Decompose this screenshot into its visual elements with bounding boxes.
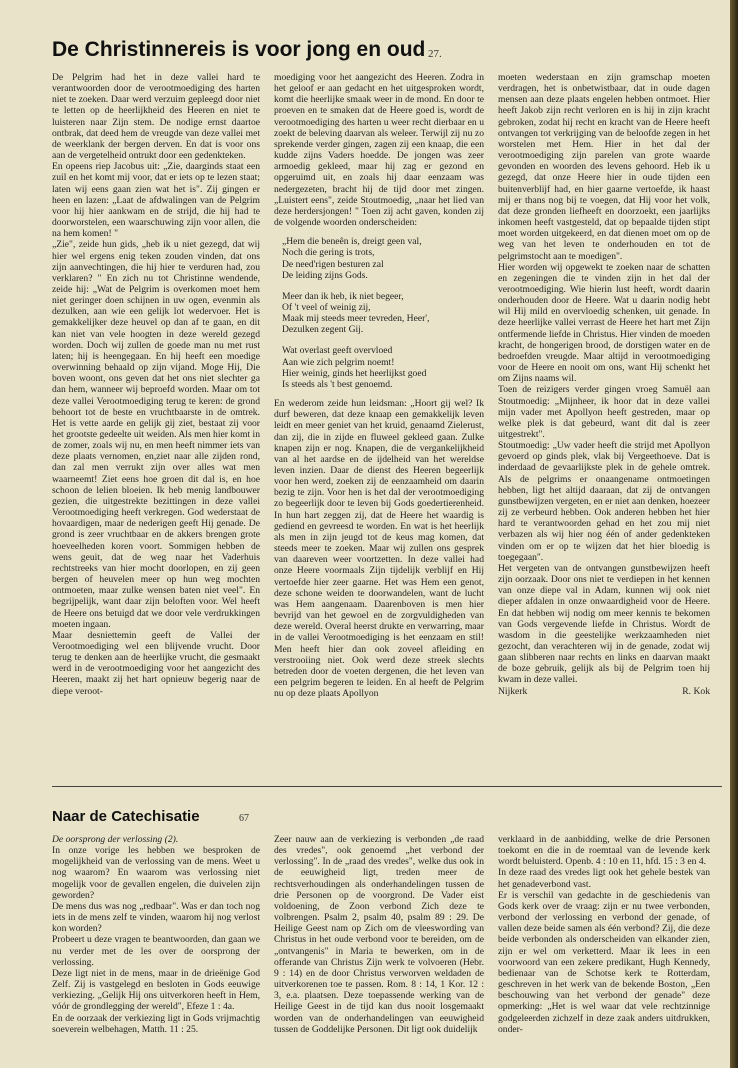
article-column-2 — [274, 72, 484, 778]
paragraph: verklaard in de aanbidding, welke de drie Personen toekomt en die in de roemtaal van de levende kerk wordt beluisterd. Openb. 4 : 10 en 11, hfd. 15 : 3 en 4. — [498, 834, 710, 868]
article-column-1 — [52, 72, 260, 778]
poem-line: Meer dan ik heb, ik niet begeer, — [282, 290, 404, 302]
page-spine — [730, 0, 738, 1068]
section-divider — [52, 786, 722, 787]
poem-line: Maak mij steeds meer tevreden, Heer', — [282, 313, 430, 325]
poem-line: Is steeds als 't best genoemd. — [282, 378, 393, 390]
paragraph: De Pelgrim had het in deze vallei hard te verantwoorden door de verootmoediging des harten niet te zoeken. Daar werd verzuim gepleegd door niet te letten op de heerlijkheid des Heeren en niet te luisteren naar Zijn stem. De nodige ernst daartoe ontbrak, dat deed hem de vreugde van deze vallei met de weerklank der bergen derven. En dat is voor ons aan de vergetelheid ontrukt door een gedenkteken. — [52, 72, 260, 162]
poem-line: Hier weinig, ginds het heerlijkst goed — [282, 367, 427, 379]
paragraph: Deze ligt niet in de mens, maar in de drieënige God Zelf. Zij is vastgelegd en besloten in Gods eeuwige verkiezing. „Gelijk Hij ons uitverkoren heeft in Hem, vóór de grondlegging der wereld", Efeze 1 : 4a. — [52, 967, 260, 1013]
poem-line: Dezulken zegent Gij. — [282, 324, 364, 336]
paragraph: Er is verschil van gedachte in de geschiedenis van Gods kerk over de vraag: zijn er nu twee verbonden, verbond der verlossing en verbond der genade, of vallen deze beide samen als één verbond? Zij, die deze beide verbonden als onderscheiden van elkander zien, zijn er wel om verketterd. Maar ik lees in een voorwoord van een zekere predikant, Hugh Kennedy, bedienaar van de Schotse kerk te Rotterdam, geschreven in het werk van de bekende Boston, „Een beschouwing van het verbond der genade" deze opmerking: „Het is wel waar dat vele rechtzinnige godgeleerden zichzelf in deze zaak anders uitdrukken, onder- — [498, 889, 710, 1035]
article-column-3 — [498, 72, 710, 778]
paragraph: moeten wederstaan en zijn gramschap moeten verdragen, het is onbetwistbaar, dat in oude dagen mensen aan deze plaats engelen hebben ontmoet. Hier heeft Jakob zijn recht verloren en is hij in zijn kracht gebroken, zodat hij recht en kracht van de Heere heeft ontvangen tot verkrijging van de beloofde zegen in het worstelen met Hem. Hier in het dal der verootmoediging zijn parelen van grote waarde gevonden en woorden des levens gehoord. Heb ik u gezegd, dat onze Heere hier in oude tijden een buitenverblijf had, en hier gaarne vertoefde, ik haast mij er thans nog bij te voegen, dat Hij voor het volk, dat deze gronden liefheeft en doorzoekt, een jaarlijks inkomen heeft vastgesteld, dat op bepaalde tijden stipt moet worden uitgekeerd, en dat dienen moet om op de weg van het leven te onderhouden en tot de pelgrimstocht aan te moedigen". — [498, 72, 710, 262]
poem — [282, 236, 484, 390]
paragraph: „Zie", zeide hun gids, „heb ik u niet gezegd, dat wij hier wel ergens enig teken zouden vinden, dat ons zijn aanvechtingen, die hij hier te verduren had, zou verklaren? " En zich nu tot Christinne wendende, zeide hij: „Wat de Pelgrim is overkomen moet hem niet geringer doen schijnen in uw ogen, evenmin als dezulken, aan wie een gelijk lot wedervoer. Het is gemakkelijker deze heuvel op dan af te gaan, en dit kan niet van vele hoogten in deze wereld gezegd worden. Doch wij zullen de goede man nu met rust laten; hij is heengegaan. En hij heeft een moedige overwinning behaald op zijn vijand. Moge Hij, Die boven woont, ons geven dat het ons niet slechter ga dan hem, wanneer wij beproefd worden. Maar om tot deze vallei Verootmoediging terug te keren: de grond behoort tot de beste en vruchtbaarste in de omtrek. Het is vette aarde en gelijk gij ziet, bestaat zij voor het grootste gedeelte uit weiden. Als men hier komt in de zomer, zoals wij nu, en men heeft nimmer iets van deze plaats vernomen, en,ziet naar alle zijden rond, dan zal men verrukt zijn over alles wat men waarneemt! Ziet eens hoe groen dit dal is, en hoe schoon de lelien bloeien. Ik heb menig landbouwer gezien, die uitgestrekte bezittingen in deze vallei Verootmoediging heeft verkregen. God wederstaat de hovaardigen, maar de nederigen geeft Hij genade. De grond is zeer vruchtbaar en de akkers brengen grote hoeveelheden koren voort. Sommigen hebben de wens geuit, dat de weg naar het Vaderhuis rechtstreeks van hier mocht doorlopen, en zij geen bergen of heuvelen meer op hun weg mochten ontmoeten, maar zulke wensen baten niet veel". En begrijpelijk, want daar zijn beloften voor. Wel heeft de Heere ons betuigd dat we door vele verdrukkingen moeten ingaan. — [52, 239, 260, 630]
page-number: 27. — [428, 48, 442, 60]
poem-stanza — [282, 345, 484, 390]
poem-line: Noch die gering is trots, — [282, 247, 375, 259]
poem-line: De leiding zijns Gods. — [282, 269, 368, 281]
catechism-column-2 — [274, 834, 484, 1048]
paragraph: De mens dus was nog „redbaar". Was er dan toch nog iets in de mens zelf te vinden, waarom hij nog verlost kon worden? — [52, 900, 260, 935]
poem-line: „Hem die beneên is, dreigt geen val, — [282, 236, 422, 248]
paragraph: Zeer nauw aan de verkiezing is verbonden „de raad des vredes", ook genoemd „het verbond der verlossing". In de „raad des vredes", welke dus ook in de eeuwigheid ligt, treden meer de rechtsverhoudingen als onderhandelingen tussen de drie Personen op de voorgrond. De Vader eist voldoening, de Zoon verbond Zich deze te volbrengen. Psalm 2, psalm 40, psalm 89 : 29. De Heilige Geest nam op Zich om de vleeswording van Christus in het oude verbond voor te bereiden, om de „ontvangenis" in Maria te bewerken, om in de offerande van Christus Zijn werk te volvoeren (Hebr. 9 : 14) en de door Christus verworven weldaden de uitverkorenen toe te passen. Rom. 8 : 14, 1 Kor. 12 : 3, e.a. plaatsen. Deze toepassende werking van de Heilige Geest in de tijd kan dus nooit losgemaakt worden van de onderhandelingen van eeuwigheid tussen de Goddelijke Personen. Dit ligt ook duidelijk — [274, 834, 484, 1035]
section-number: 67 — [239, 813, 249, 824]
poem-stanza — [282, 236, 484, 281]
paragraph: Het vergeten van de ontvangen gunstbewijzen heeft zijn oorzaak. Door ons niet te verdiepen in het kennen van onze diepe val in Adam, kunnen wij ook niet dieper afdalen in onze onwaardigheid voor de Heere. En dat hebben wij nodig om meer kennis te bekomen van Gods vergevende liefde in Christus. Wordt de wasdom in die geestelijke werkzaamheden niet gezocht, dan verachteren wij in de genade, zodat wij gaan slibberen naar rechts en links en daarvan maakt de boze gebruik, gelijk als bij de Pelgrim toen hij kwam in deze vallei. — [498, 562, 710, 686]
paragraph: En de oorzaak der verkiezing ligt in Gods vrijmachtig soeverein welbehagen, Matth. 11 : 25. — [52, 1012, 260, 1035]
paragraph: En wederom zeide hun leidsman: „Hoort gij wel? Ik durf beweren, dat deze knaap een gemakkelijk leven leidt en meer geniet van het kruid, genaamd Zielerust, dan zij, die in zijde en fluweel gekleed gaan. Zulke knapen zijn er nog. Knapen, die de vergankelijkheid van al het aardse en de ijdelheid van het wereldse leven inzien. Daar de dienst des Heeren begeerlijk voor hen werd, zoeken zij de eenzaamheid om daarin bezig te zijn. Voor hen is het dal der verootmoediging zo begeerlijk door te leven bij Gods goedertierenheid. In hun hart zeggen zij, dat de Heere het waardig is gediend en gevreesd te worden. En wat is het heerlijk als men in zijn jeugd tot de keus mag komen, dat steeds meer te zoeken. Maar wij zullen ons gesprek van daareven weer voortzetten. In deze vallei had onze Heere voormaals Zijn tijdelijk verblijf en Hij vertoefde hier zeer gaarne. Het was Hem een genot, deze schone weiden te doorwandelen, want de lucht was Hem aangenaam. Daarenboven is men hier bevrijd van het gewoel en de zorgvuldigheden van deze wereld. Overal heerst drukte en verwarring, maar in de vallei Verootmoediging is het eenzaam en stil! Men heeft hier dan ook zoveel afleiding en verstrooiing niet. Ook werd deze streek slechts betreden door de voeten dergenen, die het leven van een pelgrim begeren te leiden. En al heeft de Pelgrim nu op deze plaats Apollyon — [274, 398, 484, 700]
poem-stanza — [282, 291, 484, 336]
paragraph: En opeens riep Jacobus uit: „Zie, daarginds staat een zuil en het komt mij voor, dat er iets op te lezen staat; laten wij eens gaan zien wat het is". Zij gingen er heen en lazen: „Laat de afdwalingen van de Pelgrim voor hij hier aankwam en de strijd, die hij had te doorworstelen, een waarschuwing zijn voor allen, die na hem komen! " — [52, 161, 260, 240]
paragraph: In deze raad des vredes ligt ook het gehele bestek van het genadeverbond vast. — [498, 867, 710, 890]
signature — [498, 686, 710, 697]
signature-name: R. Kok — [682, 685, 710, 697]
paragraph: Hier worden wij opgewekt te zoeken naar de schatten en zegeningen die te vinden zijn in het dal der verootmoediging. Wie hierin lust heeft, wordt daarin onderhouden door de Heere. Wat u daarin nodig hebt wil Hij mild en overvloedig schenken, uit genade. In deze heerlijke vallei verrast de Heere het hart met Zijn ontfermende liefde in Christus. Hier vinden de moeden kracht, de hongerigen brood, de dorstigen water en de bedroefden vreugde. Maar altijd in verootmoediging voor de Heere en nooit om ons, want Hij schenkt het om Zijns naams wil. — [498, 261, 710, 385]
paragraph: moediging voor het aangezicht des Heeren. Zodra in het geloof er aan gedacht en het uitgesproken wordt, komt die heerlijke smaak weer in de mond. En door te proeven en te smaken dat de Heere goed is, wordt de verootmoediging des harten u weer recht dierbaar en u zoekt de beleving daarvan als weleer. Terwijl zij nu zo sprekende verder gingen, zagen zij een knaap, die een kudde zijns Vaders hoedde. De jongen was zeer armoedig gekleed, maar hij zag er gezond en opgeruimd uit, en zoals hij daar eenzaam was nedergezeten, bracht hij de tijd door met zingen. „Luistert eens", zeide Stoutmoedig, „naar het lied van deze herdersjongen! " Toen zij acht gaven, konden zij de volgende woorden onderscheiden: — [274, 72, 484, 229]
paragraph: Probeert u deze vragen te beantwoorden, dan gaan we nu verder met de les over de oorsprong der verlossing. — [52, 934, 260, 968]
subtitle: De oorsprong der verlossing (2). — [52, 834, 179, 845]
paragraph: Maar desniettemin geeft de Vallei der Verootmoediging wel een blijvende vrucht. Door terug te denken aan de heerlijke vrucht, die gesmaakt werd in de verootmoediging voor het aangezicht des Heeren, maakt zij het hart opnieuw begerig naar de diepe veroot- — [52, 629, 260, 697]
poem-line: Wat overlast geeft overvloed — [282, 345, 393, 357]
paragraph: Toen de reizigers verder gingen vroeg Samuël aan Stoutmoedig: „Mijnheer, ik hoor dat in deze vallei mijn vader met Apollyon heeft gestreden, maar op welke plek is dat gebeurd, want dit dal is zeer uitgestrekt". — [498, 384, 710, 440]
paragraph: Stoutmoedig: „Uw vader heeft die strijd met Apollyon gevoerd op ginds plek, vlak bij Vergeethoeve. Dat is inderdaad de gevaarlijkste plek in de gehele omtrek. Als de pelgrims er onaangename ontmoetingen hebben, ligt het altijd daaraan, dat zij de ontvangen gunstbewijzen vergeten, en er niet aan denken, hoezeer zij ze verbeurd hebben. Ook anderen hebben het hier hard te verantwoorden gehad en het zou mij niet verbazen als wij hier nog één of ander gedenkteken vinden om er op te wijzen dat het hier bloedig is toegegaan". — [498, 440, 710, 563]
signature-place: Nijkerk — [498, 685, 528, 697]
poem-line: Aan wie zich pelgrim noemt! — [282, 356, 395, 368]
catechism-column-3 — [498, 834, 710, 1048]
paragraph: In onze vorige les hebben we besproken de mogelijkheid van de verlossing van de mens. Weet u nog waarom? En waarom was verlossing niet mogelijk voor de gevallen engelen, die duivelen zijn geworden? — [52, 845, 260, 901]
catechism-column-1 — [52, 834, 260, 1048]
poem-line: De need'rigen besturen zal — [282, 258, 384, 270]
article-title: De Christinnereis is voor jong en oud — [52, 38, 426, 61]
poem-line: Of 't veel of weinig zij, — [282, 301, 371, 313]
section-title: Naar de Catechisatie — [52, 808, 200, 825]
